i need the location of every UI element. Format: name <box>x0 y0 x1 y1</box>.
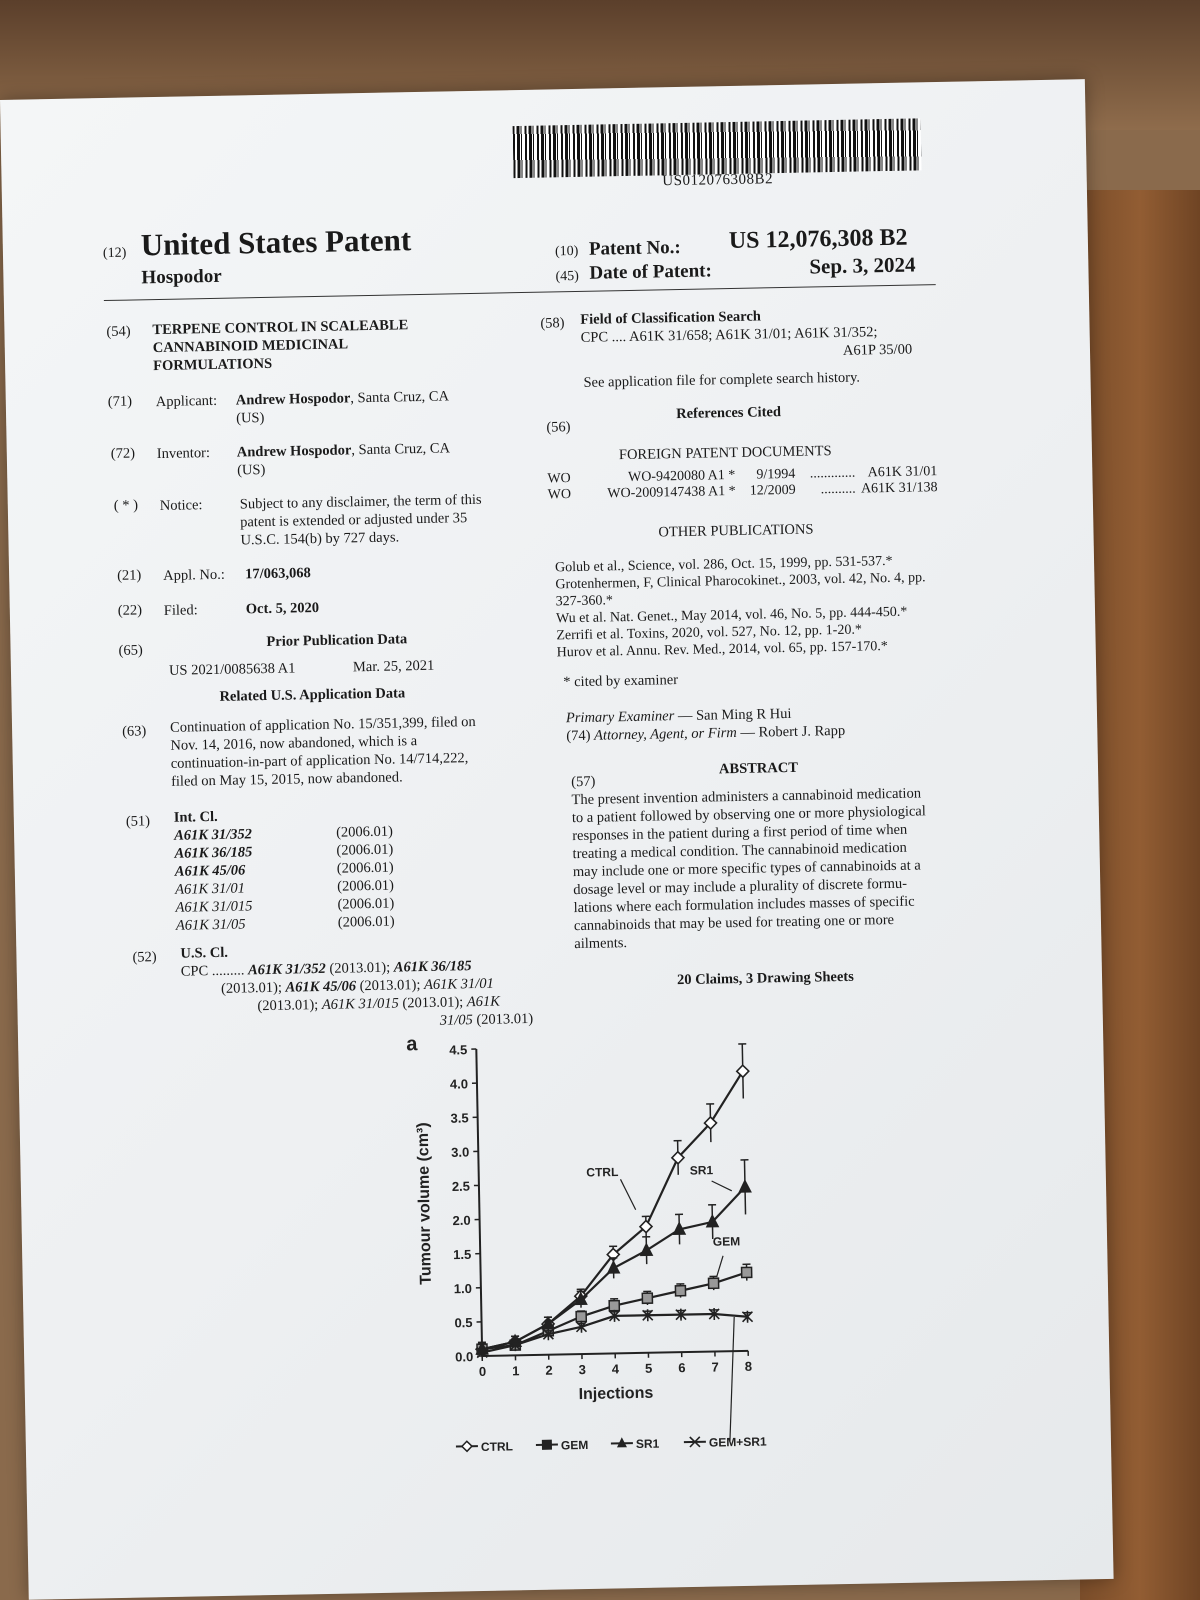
us-cl-text <box>181 956 552 1035</box>
y-axis-label: Tumour volume (cm³) <box>414 1122 435 1285</box>
classification-heading: Field of Classification Search <box>580 308 762 328</box>
filed-label: Filed: <box>163 602 198 619</box>
continuation-text <box>170 712 533 791</box>
code-63: (63) <box>121 723 147 740</box>
prior-publication-number: US 2021/0085638 A1 <box>168 660 296 679</box>
code-52: (52) <box>132 949 157 966</box>
point <box>709 1278 719 1288</box>
legend-label: SR1 <box>635 1436 660 1452</box>
title-line: TERPENE CONTROL IN SCALEABLE <box>152 317 409 339</box>
publication: 327-360.* <box>555 593 614 610</box>
y-tick-label: 1.5 <box>453 1246 472 1263</box>
code-57: (57) <box>571 773 596 791</box>
us-cl-label: U.S. Cl. <box>180 944 229 962</box>
x-tick-label: 5 <box>644 1360 653 1376</box>
inventor <box>237 439 451 461</box>
applicant <box>236 387 450 409</box>
code-54: (54) <box>106 323 131 340</box>
int-cl-version: (2006.01) <box>336 841 394 859</box>
code-10: (10) <box>554 243 579 260</box>
label-leader <box>620 1179 635 1210</box>
abstract-line: may include one or more specific types of cannabinoids at a <box>572 857 921 881</box>
legend-marker <box>462 1441 472 1451</box>
x-tick-label: 4 <box>611 1361 620 1377</box>
patent-title: United States Patent <box>140 222 412 263</box>
foreign-country: WO <box>547 471 571 487</box>
int-cl-version: (2006.01) <box>337 877 395 895</box>
point <box>609 1301 619 1311</box>
code-22: (22) <box>117 602 143 619</box>
header-rule <box>104 284 936 301</box>
point <box>607 1261 619 1273</box>
y-tick-label: 1.0 <box>453 1280 473 1297</box>
foreign-date: 12/2009 <box>749 482 796 499</box>
x-tick-label: 6 <box>678 1360 686 1376</box>
prior-publication-heading: Prior Publication Data <box>266 631 408 650</box>
applicant-label: Applicant: <box>155 392 218 411</box>
cpc-class: A61K 31/352 <box>247 960 326 979</box>
cpc-class: A61K 31/01 <box>423 975 494 994</box>
label-leader <box>716 1256 723 1277</box>
cited-by-examiner: * cited by examiner <box>563 672 679 691</box>
cpc-class: A61K 36/185 <box>393 958 472 976</box>
foreign-dots: ............. <box>809 465 856 482</box>
code-45: (45) <box>555 268 579 285</box>
series-label: SR1 <box>689 1163 714 1178</box>
applicant-country: (US) <box>236 409 265 427</box>
examiner-name: — San Ming R Hui <box>674 705 792 725</box>
classification-cpc-2: A61P 35/00 <box>842 341 913 359</box>
y-tick-label: 2.0 <box>452 1212 471 1229</box>
classification-cpc: CPC .... A61K 31/658; A61K 31/01; A61K 31/352; <box>580 324 878 346</box>
publication: Grotenhermen, F, Clinical Pharocokinet., 2003, vol. 42, No. 4, pp. <box>555 570 926 593</box>
int-cl-class: A61K 36/185 <box>174 844 253 862</box>
applicant-location: , Santa Cruz, CA <box>350 388 450 407</box>
title-line: CANNABINOID MEDICINAL <box>152 336 349 357</box>
point <box>576 1311 586 1321</box>
cpc-class: A61K <box>466 993 501 1011</box>
int-cl-version: (2006.01) <box>337 895 395 913</box>
code-71: (71) <box>107 393 133 410</box>
date-of-patent: Sep. 3, 2024 <box>809 252 916 279</box>
abstract-line: cannabinoids that may be used for treating one or more <box>573 911 895 935</box>
cpc-version: (2013.01); <box>220 979 286 997</box>
y-tick-label: 2.5 <box>451 1178 471 1194</box>
notice-line: patent is extended or adjusted under 35 <box>240 510 468 531</box>
y-tick-label: 0.5 <box>454 1315 473 1331</box>
patent-no-label: Patent No.: <box>588 236 681 260</box>
appl-no: 17/063,068 <box>244 565 311 583</box>
foreign-heading: FOREIGN PATENT DOCUMENTS <box>618 443 832 464</box>
abstract-line: dosage level or may include a plurality of discrete formu- <box>573 875 908 899</box>
y-tick-label: 3.0 <box>451 1144 470 1160</box>
int-cl-row <box>176 912 416 935</box>
continuation-line: continuation-in-part of application No. 14/714,222, <box>170 750 469 772</box>
code-58: (58) <box>540 315 565 332</box>
int-cl-version: (2006.01) <box>337 913 395 931</box>
cpc-version: (2013.01); <box>355 977 425 995</box>
filed-date: Oct. 5, 2020 <box>245 599 320 618</box>
code-51: (51) <box>125 813 151 830</box>
inventor-label: Inventor: <box>156 445 211 463</box>
code-72: (72) <box>110 445 136 462</box>
foreign-class: A61K 31/01 <box>867 464 938 481</box>
abstract-line: ailments. <box>574 935 628 953</box>
int-cl-version: (2006.01) <box>336 859 394 877</box>
inventor-location: , Santa Cruz, CA <box>351 440 451 459</box>
y-axis <box>476 1049 482 1356</box>
applicant-name: Andrew Hospodor <box>235 390 351 409</box>
abstract-line: lations where each formulation includes masses of specific <box>573 893 915 917</box>
related-heading: Related U.S. Application Data <box>219 685 406 705</box>
publications-list <box>555 552 957 662</box>
point <box>642 1293 652 1303</box>
foreign-doc: WO-2009147438 A1 * <box>607 483 736 502</box>
abstract-line: treating a medical condition. The cannabinoid medication <box>572 839 908 863</box>
notice-code: ( * ) <box>113 497 139 514</box>
publication: Golub et al., Science, vol. 286, Oct. 15, 1999, pp. 531-537.* <box>554 553 893 576</box>
int-cl-class: A61K 31/05 <box>175 916 246 934</box>
examiner-label: Primary Examiner <box>565 708 675 727</box>
other-publications-heading: OTHER PUBLICATIONS <box>658 521 814 541</box>
publication: Zerrifi et al. Toxins, 2020, vol. 527, No. 12, pp. 1-20.* <box>556 622 863 644</box>
foreign-list <box>547 464 948 504</box>
foreign-class: A61K 31/138 <box>860 480 938 497</box>
notice-label: Notice: <box>159 497 203 515</box>
foreign-country: WO <box>547 487 572 503</box>
continuation-line: Nov. 14, 2016, now abandoned, which is a <box>170 733 418 754</box>
x-tick-label: 7 <box>711 1359 719 1375</box>
cpc-version: (2013.01); <box>257 996 323 1015</box>
continuation-line: Continuation of application No. 15/351,399, filed on <box>169 713 476 736</box>
attorney-name: — Robert J. Rapp <box>736 722 846 741</box>
publication: Hurov et al. Annu. Rev. Med., 2014, vol. 65, pp. 157-170.* <box>556 639 888 661</box>
cpc-class: 31/05 <box>439 1012 473 1029</box>
int-cl-class: A61K 31/015 <box>175 898 253 916</box>
point <box>742 1267 752 1277</box>
foreign-date: 9/1994 <box>756 466 796 483</box>
abstract-line: responses in the patient during a first period of time when <box>572 821 908 845</box>
code-56: (56) <box>546 419 571 436</box>
x-tick-label: 3 <box>578 1361 586 1378</box>
inventor-surname: Hospodor <box>141 265 222 289</box>
label-leader <box>712 1181 732 1192</box>
appl-no-label: Appl. No.: <box>163 566 225 584</box>
int-cl-class: A61K 31/01 <box>175 880 246 898</box>
notice-line: U.S.C. 154(b) by 727 days. <box>240 529 400 549</box>
search-history-note: See application file for complete search history. <box>583 369 861 391</box>
code-12: (12) <box>102 245 127 262</box>
patent-page <box>0 79 1114 1600</box>
x-tick-label: 8 <box>744 1358 753 1374</box>
panel-label: a <box>405 1033 418 1056</box>
code-65: (65) <box>118 642 143 659</box>
cpc-version: (2013.01); <box>398 994 467 1012</box>
invention-title <box>152 316 409 375</box>
y-tick-label: 3.5 <box>450 1110 469 1126</box>
continuation-line: filed on May 15, 2015, now abandoned. <box>170 769 403 790</box>
point <box>739 1180 751 1192</box>
publication: Wu et al. Nat. Genet., May 2014, vol. 46, No. 5, pp. 444-450.* <box>555 604 908 627</box>
int-cl-list <box>174 822 416 935</box>
label-leader <box>728 1317 737 1441</box>
inventor-country: (US) <box>237 461 266 479</box>
cpc-version: (2013.01) <box>472 1010 534 1029</box>
abstract-line: The present invention administers a cannabinoid medication <box>571 785 922 809</box>
legend-label: CTRL <box>480 1439 514 1455</box>
point <box>737 1065 749 1077</box>
foreign-dots: .......... <box>820 481 856 498</box>
x-axis-label: Injections <box>578 1384 654 1404</box>
x-tick-label: 1 <box>511 1363 520 1379</box>
abstract-text <box>571 784 966 953</box>
attorney-label: Attorney, Agent, or Firm <box>593 724 737 744</box>
cpc-class: A61K 45/06 <box>285 978 357 996</box>
foreign-doc: WO-9420080 A1 * <box>627 467 736 486</box>
prior-publication-date: Mar. 25, 2021 <box>352 657 435 676</box>
abstract-line: to a patient followed by observing one or more physiological <box>571 803 926 827</box>
legend-label: GEM <box>560 1437 589 1453</box>
tumour-volume-chart <box>398 1025 787 1492</box>
claims-summary: 20 Claims, 3 Drawing Sheets <box>676 968 854 989</box>
patent-number: US 12,076,308 B2 <box>728 224 908 255</box>
x-tick-label: 2 <box>545 1362 553 1378</box>
y-tick-label: 4.0 <box>449 1076 469 1092</box>
legend-label: GEM+SR1 <box>708 1434 767 1450</box>
int-cl-class: A61K 45/06 <box>174 862 246 880</box>
inventor-name: Andrew Hospodor <box>236 442 352 461</box>
code-74: (74) <box>566 727 591 745</box>
x-tick-label: 0 <box>478 1363 487 1380</box>
y-tick-label: 0.0 <box>454 1349 474 1365</box>
series-label: CTRL <box>586 1164 619 1180</box>
int-cl-class: A61K 31/352 <box>174 826 253 844</box>
notice-text <box>240 490 521 549</box>
int-cl-version: (2006.01) <box>335 823 394 841</box>
cpc-class: A61K 31/015 <box>321 995 399 1013</box>
cpc-version: (2013.01); <box>325 959 394 977</box>
title-line: FORMULATIONS <box>152 355 273 375</box>
code-21: (21) <box>117 567 142 584</box>
point <box>675 1286 685 1296</box>
references-heading: References Cited <box>676 404 782 423</box>
date-of-patent-label: Date of Patent: <box>589 260 713 284</box>
notice-line: Subject to any disclaimer, the term of this <box>239 491 482 513</box>
y-tick-label: 4.5 <box>449 1042 468 1058</box>
abstract-heading: ABSTRACT <box>718 759 799 778</box>
series-label: GEM <box>712 1234 741 1249</box>
point <box>640 1243 652 1255</box>
barcode-number: US012076308B2 <box>662 171 774 190</box>
chart-svg <box>398 1025 787 1492</box>
int-cl-label: Int. Cl. <box>173 808 218 826</box>
legend-marker <box>542 1440 552 1450</box>
cpc-prefix: CPC ......... <box>180 962 245 980</box>
